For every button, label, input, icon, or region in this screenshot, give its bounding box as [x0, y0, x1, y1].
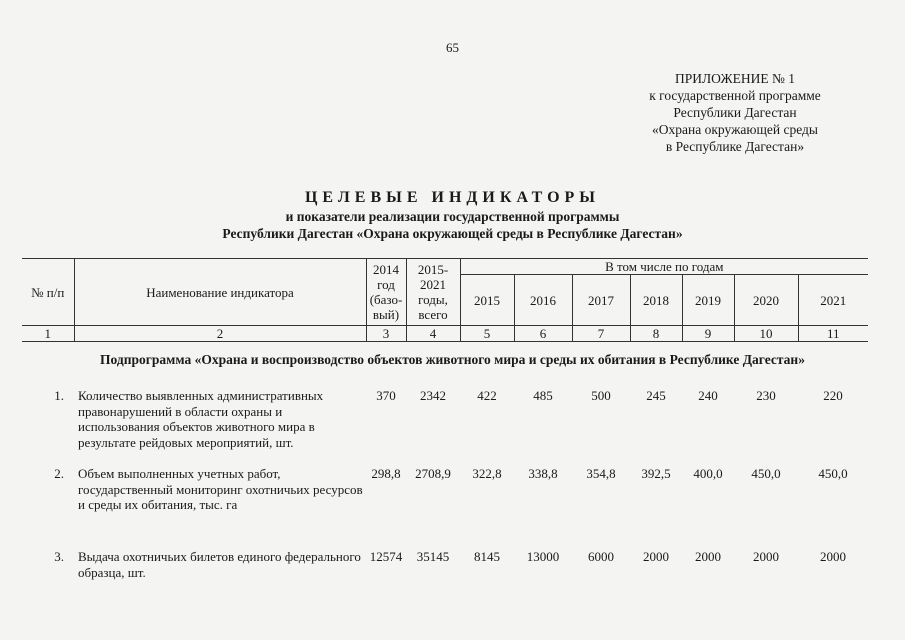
appendix-line: Республики Дагестан [673, 105, 797, 120]
row-number: 3. [54, 549, 64, 564]
column-number: 11 [798, 326, 868, 342]
header-col-name: Наименование индикатора [74, 259, 366, 326]
indicators-table-header [22, 258, 868, 342]
year-value: 2000 [820, 549, 846, 564]
year-value: 450,0 [818, 466, 848, 481]
indicators-table-body [22, 388, 868, 589]
appendix-line: в Республике Дагестан» [665, 139, 805, 154]
row-number: 1. [54, 388, 64, 403]
table-row [22, 388, 868, 466]
appendix-line: ПРИЛОЖЕНИЕ № 1 [674, 71, 796, 86]
column-number: 10 [734, 326, 798, 342]
base-value: 298,8 [371, 466, 401, 481]
year-value: 500 [591, 388, 611, 403]
year-value: 2000 [753, 549, 779, 564]
year-value: 450,0 [751, 466, 781, 481]
page-number: 65 [446, 40, 459, 55]
column-number: 7 [572, 326, 630, 342]
header-years-group: В том числе по годам [460, 259, 868, 275]
column-number: 6 [514, 326, 572, 342]
header-col-total: 2015-2021 годы, всего [406, 259, 460, 326]
header-year: 2021 [798, 275, 868, 326]
column-number: 3 [366, 326, 406, 342]
subprogram-heading: Подпрограмма «Охрана и воспроизводство объектов животного мира и среды их обитания в Республике Дагестан» [100, 352, 805, 367]
total-value: 2342 [420, 388, 446, 403]
column-number: 8 [630, 326, 682, 342]
year-value: 400,0 [693, 466, 723, 481]
header-year: 2018 [630, 275, 682, 326]
header-year: 2020 [734, 275, 798, 326]
header-col-base-year: 2014 год (базо-вый) [366, 259, 406, 326]
total-value: 35145 [416, 549, 450, 564]
year-value: 240 [698, 388, 718, 403]
year-value: 338,8 [528, 466, 558, 481]
base-value: 12574 [369, 549, 403, 564]
year-value: 220 [823, 388, 843, 403]
column-number: 5 [460, 326, 514, 342]
column-number: 2 [74, 326, 366, 342]
header-year: 2016 [514, 275, 572, 326]
year-value: 392,5 [641, 466, 671, 481]
header-year: 2015 [460, 275, 514, 326]
total-value: 2708,9 [415, 466, 451, 481]
column-number: 9 [682, 326, 734, 342]
year-value: 422 [477, 388, 497, 403]
column-number: 4 [406, 326, 460, 342]
column-number: 1 [22, 326, 74, 342]
document-title [0, 188, 905, 242]
base-value: 370 [376, 388, 396, 403]
year-value: 8145 [474, 549, 500, 564]
table-row [22, 549, 868, 589]
appendix-header [600, 70, 870, 155]
appendix-line: к государственной программе [649, 88, 821, 103]
title-subtitle: Республики Дагестан «Охрана окружающей среды в Республике Дагестан» [222, 226, 683, 241]
year-value: 13000 [526, 549, 560, 564]
year-value: 354,8 [586, 466, 616, 481]
row-number: 2. [54, 466, 64, 481]
year-value: 245 [646, 388, 666, 403]
year-value: 230 [756, 388, 776, 403]
indicator-name: Объем выполненных учетных работ, государственный мониторинг охотничьих ресурсов и среды их обитания, тыс. га [78, 466, 363, 512]
year-value: 485 [533, 388, 553, 403]
year-value: 322,8 [472, 466, 502, 481]
appendix-line: «Охрана окружающей среды [652, 122, 818, 137]
year-value: 6000 [588, 549, 614, 564]
title-main: ЦЕЛЕВЫЕ ИНДИКАТОРЫ [304, 189, 601, 206]
header-year: 2017 [572, 275, 630, 326]
year-value: 2000 [695, 549, 721, 564]
indicator-name: Количество выявленных административных правонарушений в области охраны и использования объектов животного мира в результате рейдовых мероприятий, шт. [78, 388, 324, 450]
title-subtitle: и показатели реализации государственной программы [285, 209, 620, 224]
year-value: 2000 [643, 549, 669, 564]
header-col-number: № п/п [22, 259, 74, 326]
header-year: 2019 [682, 275, 734, 326]
indicator-name: Выдача охотничьих билетов единого федерального образца, шт. [78, 549, 361, 580]
table-row [22, 466, 868, 549]
